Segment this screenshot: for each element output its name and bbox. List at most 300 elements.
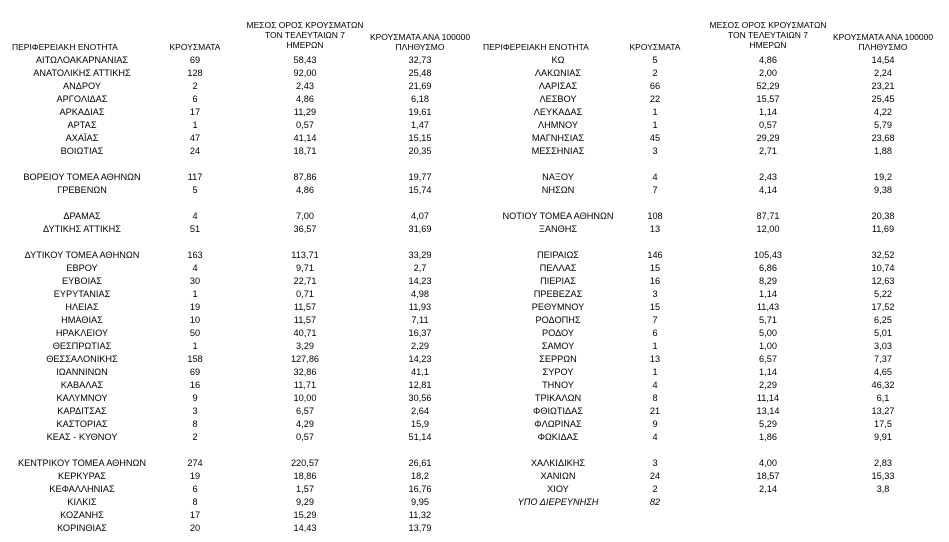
per-100k-cell: 1,88 — [874, 146, 892, 156]
cases-cell: 7 — [652, 185, 658, 195]
header-region-right: ΠΕΡΙΦΕΡΕΙΑΚΗ ΕΝΟΤΗΤΑ — [483, 42, 589, 52]
per-100k-cell: 19,77 — [408, 172, 432, 182]
table-row — [0, 379, 949, 392]
region-name-cell: ΤΡΙΚΑΛΩΝ — [534, 393, 582, 403]
cases-cell: 6 — [192, 94, 198, 104]
per-100k-cell: 23,21 — [871, 81, 895, 91]
seven-day-average-cell: 0,57 — [759, 120, 777, 130]
cases-cell: 17 — [189, 510, 201, 520]
per-100k-cell: 17,5 — [874, 419, 892, 429]
cases-cell: 16 — [189, 380, 201, 390]
seven-day-average-cell: 15,29 — [293, 510, 317, 520]
region-name-cell: ΚΟΡΙΝΘΙΑΣ — [57, 523, 107, 533]
region-name-cell: ΑΧΑΪΑΣ — [65, 133, 99, 143]
seven-day-average-cell: 113,71 — [291, 250, 319, 260]
region-name-cell: ΑΡΓΟΛΙΔΑΣ — [56, 94, 108, 104]
cases-cell: 8 — [192, 497, 198, 507]
region-name-cell: ΛΑΡΙΣΑΣ — [538, 81, 578, 91]
header-cases-left: ΚΡΟΥΣΜΑΤΑ — [169, 42, 221, 52]
seven-day-average-cell: 4,86 — [759, 55, 777, 65]
seven-day-average-cell: 4,86 — [296, 94, 314, 104]
header-avg-right — [703, 20, 833, 50]
header-cases-right: ΚΡΟΥΣΜΑΤΑ — [629, 42, 681, 52]
cases-cell: 50 — [189, 328, 201, 338]
cases-cell: 3 — [652, 289, 658, 299]
seven-day-average-cell: 10,00 — [293, 393, 317, 403]
region-name-cell: ΦΘΙΩΤΙΔΑΣ — [532, 406, 583, 416]
region-name-cell: ΛΗΜΝΟΥ — [537, 120, 579, 130]
cases-cell: 108 — [647, 211, 663, 221]
seven-day-average-cell: 36,57 — [293, 224, 317, 234]
cases-cell: 2 — [192, 432, 198, 442]
seven-day-average-cell: 4,29 — [296, 419, 314, 429]
per-100k-cell: 9,91 — [874, 432, 892, 442]
cases-cell: 163 — [187, 250, 203, 260]
table-row — [0, 197, 949, 210]
per-100k-cell: 20,38 — [871, 211, 895, 221]
cases-cell: 17 — [189, 107, 201, 117]
cases-cell: 24 — [649, 471, 661, 481]
seven-day-average-cell: 1,57 — [296, 484, 314, 494]
table-row — [0, 93, 949, 106]
cases-cell: 4 — [192, 263, 198, 273]
region-name-cell: ΚΑΒΑΛΑΣ — [60, 380, 104, 390]
per-100k-cell: 15,15 — [408, 133, 432, 143]
per-100k-cell: 2,7 — [413, 263, 427, 273]
per-100k-cell: 7,11 — [411, 315, 429, 325]
cases-cell: 30 — [189, 276, 201, 286]
table-row — [0, 509, 949, 522]
table-row — [0, 301, 949, 314]
per-100k-cell: 30,56 — [408, 393, 432, 403]
header-per100k-left — [365, 32, 475, 52]
region-name-cell: ΠΡΕΒΕΖΑΣ — [533, 289, 583, 299]
seven-day-average-cell: 1,14 — [759, 367, 777, 377]
per-100k-cell: 41,1 — [411, 367, 429, 377]
cases-cell: 8 — [192, 419, 198, 429]
per-100k-cell: 21,69 — [408, 81, 432, 91]
seven-day-average-cell: 11,29 — [293, 107, 317, 117]
header-per100k-line2: ΠΛΗΘΥΣΜΟ — [858, 42, 908, 52]
per-100k-cell: 16,37 — [408, 328, 432, 338]
table-row — [0, 392, 949, 405]
seven-day-average-cell: 87,71 — [756, 211, 780, 221]
cases-cell: 3 — [652, 146, 658, 156]
cases-cell: 19 — [189, 302, 201, 312]
cases-cell: 66 — [649, 81, 661, 91]
per-100k-cell: 11,32 — [408, 510, 432, 520]
region-name-cell: ΗΜΑΘΙΑΣ — [61, 315, 103, 325]
region-name-cell: ΚΕΝΤΡΙΚΟΥ ΤΟΜΕΑ ΑΘΗΝΩΝ — [17, 458, 147, 468]
per-100k-cell: 14,23 — [408, 276, 432, 286]
region-name-cell: ΕΥΒΟΙΑΣ — [62, 276, 102, 286]
region-name-cell: ΜΑΓΝΗΣΙΑΣ — [531, 133, 585, 143]
header-region-left: ΠΕΡΙΦΕΡΕΙΑΚΗ ΕΝΟΤΗΤΑ — [12, 42, 118, 52]
cases-cell: 1 — [192, 341, 198, 351]
seven-day-average-cell: 32,86 — [293, 367, 317, 377]
per-100k-cell: 32,52 — [871, 250, 895, 260]
cases-cell: 2 — [652, 68, 658, 78]
per-100k-cell: 25,48 — [408, 68, 432, 78]
header-avg-left — [240, 20, 370, 50]
per-100k-cell: 11,93 — [408, 302, 432, 312]
region-name-cell: ΜΕΣΣΗΝΙΑΣ — [531, 146, 585, 156]
seven-day-average-cell: 0,71 — [296, 289, 314, 299]
cases-cell: 69 — [189, 55, 201, 65]
per-100k-cell: 26,61 — [408, 458, 432, 468]
per-100k-cell: 16,76 — [408, 484, 432, 494]
table-row — [0, 470, 949, 483]
seven-day-average-cell: 14,43 — [293, 523, 317, 533]
cases-cell: 6 — [652, 328, 658, 338]
seven-day-average-cell: 11,71 — [293, 380, 317, 390]
region-name-cell: ΠΕΛΛΑΣ — [539, 263, 577, 273]
seven-day-average-cell: 6,86 — [759, 263, 777, 273]
region-name-cell: ΝΑΞΟΥ — [542, 172, 574, 182]
seven-day-average-cell: 5,00 — [759, 328, 777, 338]
seven-day-average-cell: 18,71 — [293, 146, 317, 156]
per-100k-cell: 4,98 — [411, 289, 429, 299]
table-row — [0, 405, 949, 418]
seven-day-average-cell: 18,86 — [293, 471, 317, 481]
cases-cell: 5 — [652, 55, 658, 65]
header-avg-line2: ΤΟΝ ΤΕΛΕΥΤΑΙΩΝ 7 — [264, 30, 346, 40]
table-row — [0, 236, 949, 249]
seven-day-average-cell: 41,14 — [293, 133, 317, 143]
table-row — [0, 496, 949, 509]
per-100k-cell: 11,69 — [871, 224, 895, 234]
header-avg-line1: ΜΕΣΟΣ ΟΡΟΣ ΚΡΟΥΣΜΑΤΩΝ — [709, 20, 827, 30]
region-name-cell: ΦΩΚΙΔΑΣ — [537, 432, 579, 442]
region-name-cell: ΧΑΝΙΩΝ — [540, 471, 576, 481]
per-100k-cell: 4,22 — [874, 107, 892, 117]
seven-day-average-cell: 92,00 — [293, 68, 317, 78]
seven-day-average-cell: 105,43 — [753, 250, 783, 260]
seven-day-average-cell: 4,00 — [759, 458, 777, 468]
per-100k-cell: 33,29 — [408, 250, 432, 260]
seven-day-average-cell: 6,57 — [296, 406, 314, 416]
table-row — [0, 431, 949, 444]
per-100k-cell: 13,27 — [871, 406, 895, 416]
cases-cell: 6 — [192, 484, 198, 494]
region-name-cell: ΝΟΤΙΟΥ ΤΟΜΕΑ ΑΘΗΝΩΝ — [502, 211, 614, 221]
header-avg-line2: ΤΟΝ ΤΕΛΕΥΤΑΙΩΝ 7 — [727, 30, 809, 40]
per-100k-cell: 25,45 — [871, 94, 895, 104]
cases-cell: 4 — [652, 172, 658, 182]
region-name-cell: ΣΑΜΟΥ — [541, 341, 575, 351]
per-100k-cell: 18,2 — [411, 471, 429, 481]
table-row — [0, 67, 949, 80]
cases-cell: 1 — [192, 120, 198, 130]
region-name-cell: ΤΗΝΟΥ — [542, 380, 574, 390]
region-name-cell: ΚΑΡΔΙΤΣΑΣ — [57, 406, 107, 416]
seven-day-average-cell: 220,57 — [290, 458, 320, 468]
region-name-cell: ΔΥΤΙΚΟΥ ΤΟΜΕΑ ΑΘΗΝΩΝ — [24, 250, 140, 260]
region-name-cell: ΚΑΣΤΟΡΙΑΣ — [56, 419, 108, 429]
seven-day-average-cell: 58,43 — [293, 55, 317, 65]
cases-cell: 45 — [649, 133, 661, 143]
region-name-cell: ΙΩΑΝΝΙΝΩΝ — [56, 367, 108, 377]
table-row — [0, 249, 949, 262]
region-name-cell: ΛΕΥΚΑΔΑΣ — [533, 107, 583, 117]
region-name-cell: ΛΕΣΒΟΥ — [539, 94, 577, 104]
cases-cell: 15 — [649, 263, 661, 273]
region-name-cell: ΧΑΛΚΙΔΙΚΗΣ — [530, 458, 586, 468]
table-row — [0, 366, 949, 379]
seven-day-average-cell: 5,71 — [759, 315, 777, 325]
seven-day-average-cell: 4,14 — [759, 185, 777, 195]
per-100k-cell: 15,33 — [871, 471, 895, 481]
region-name-cell: ΑΙΤΩΛΟΑΚΑΡΝΑΝΙΑΣ — [35, 55, 129, 65]
per-100k-cell: 6,25 — [874, 315, 892, 325]
per-100k-cell: 12,81 — [408, 380, 432, 390]
table-row — [0, 522, 949, 535]
cases-cell: 3 — [652, 458, 658, 468]
seven-day-average-cell: 127,86 — [290, 354, 320, 364]
region-name-cell: ΝΗΣΩΝ — [541, 185, 575, 195]
per-100k-cell: 5,22 — [874, 289, 892, 299]
cases-cell: 1 — [652, 341, 658, 351]
region-name-cell: ΛΑΚΩΝΙΑΣ — [534, 68, 582, 78]
region-name-cell: ΠΙΕΡΙΑΣ — [540, 276, 576, 286]
cases-cell: 24 — [189, 146, 201, 156]
seven-day-average-cell: 0,57 — [296, 432, 314, 442]
cases-cell: 1 — [192, 289, 198, 299]
cases-cell: 2 — [192, 81, 198, 91]
per-100k-cell: 51,14 — [408, 432, 432, 442]
per-100k-cell: 4,07 — [411, 211, 429, 221]
cases-cell: 9 — [652, 419, 658, 429]
cases-cell: 9 — [192, 393, 198, 403]
seven-day-average-cell: 9,71 — [296, 263, 314, 273]
cases-cell: 274 — [187, 458, 203, 468]
cases-cell: 4 — [652, 380, 658, 390]
seven-day-average-cell: 22,71 — [293, 276, 317, 286]
region-name-cell: ΠΕΙΡΑΙΩΣ — [537, 250, 579, 260]
seven-day-average-cell: 8,29 — [759, 276, 777, 286]
region-name-cell: ΡΕΘΥΜΝΟΥ — [531, 302, 585, 312]
cases-cell: 128 — [187, 68, 203, 78]
table-row — [0, 184, 949, 197]
per-100k-cell: 9,38 — [874, 185, 892, 195]
cases-cell: 15 — [649, 302, 661, 312]
table-row — [0, 275, 949, 288]
region-name-cell: ΑΡΚΑΔΙΑΣ — [59, 107, 105, 117]
table-row — [0, 353, 949, 366]
region-name-cell: ΕΥΡΥΤΑΝΙΑΣ — [53, 289, 111, 299]
region-name-cell: ΑΝΑΤΟΛΙΚΗΣ ΑΤΤΙΚΗΣ — [33, 68, 131, 78]
cases-cell: 13 — [649, 224, 661, 234]
cases-cell: 16 — [649, 276, 661, 286]
table-row — [0, 223, 949, 236]
per-100k-cell: 3,8 — [876, 484, 890, 494]
cases-cell: 1 — [652, 107, 658, 117]
region-name-cell: ΘΕΣΠΡΩΤΙΑΣ — [52, 341, 112, 351]
header-avg-line3: ΗΜΕΡΩΝ — [286, 40, 324, 50]
cases-cell: 69 — [189, 367, 201, 377]
table-row — [0, 106, 949, 119]
region-name-cell: ΔΡΑΜΑΣ — [63, 211, 101, 221]
header-avg-line3: ΗΜΕΡΩΝ — [749, 40, 787, 50]
cases-cell: 20 — [189, 523, 201, 533]
region-name-cell: ΑΡΤΑΣ — [67, 120, 97, 130]
seven-day-average-cell: 2,00 — [759, 68, 777, 78]
region-name-cell: ΕΒΡΟΥ — [66, 263, 98, 273]
table-row — [0, 132, 949, 145]
header-avg-line1: ΜΕΣΟΣ ΟΡΟΣ ΚΡΟΥΣΜΑΤΩΝ — [246, 20, 364, 30]
seven-day-average-cell: 6,57 — [759, 354, 777, 364]
seven-day-average-cell: 13,14 — [756, 406, 780, 416]
region-name-cell: ΚΕΦΑΛΛΗΝΙΑΣ — [49, 484, 115, 494]
table-row — [0, 288, 949, 301]
seven-day-average-cell: 1,14 — [759, 289, 777, 299]
seven-day-average-cell: 11,57 — [293, 315, 317, 325]
per-100k-cell: 12,63 — [871, 276, 895, 286]
cases-cell: 51 — [189, 224, 201, 234]
cases-cell: 22 — [649, 94, 661, 104]
per-100k-cell: 14,23 — [408, 354, 432, 364]
cases-cell: 3 — [192, 406, 198, 416]
seven-day-average-cell: 40,71 — [293, 328, 317, 338]
cases-cell: 10 — [189, 315, 201, 325]
per-100k-cell: 2,29 — [411, 341, 429, 351]
region-name-cell: ΡΟΔΟΠΗΣ — [535, 315, 581, 325]
per-100k-cell: 5,01 — [874, 328, 892, 338]
region-name-cell: ΒΟΙΩΤΙΑΣ — [60, 146, 104, 156]
per-100k-cell: 1,47 — [411, 120, 429, 130]
cases-cell: 146 — [647, 250, 663, 260]
per-100k-cell: 31,69 — [408, 224, 432, 234]
per-100k-cell: 19,2 — [874, 172, 892, 182]
seven-day-average-cell: 2,29 — [759, 380, 777, 390]
seven-day-average-cell: 5,29 — [759, 419, 777, 429]
region-name-cell: ΚΩ — [551, 55, 565, 65]
region-name-cell: ΚΑΛΥΜΝΟΥ — [56, 393, 108, 403]
seven-day-average-cell: 2,71 — [759, 146, 777, 156]
seven-day-average-cell: 7,00 — [296, 211, 314, 221]
region-name-cell: ΣΥΡΟΥ — [542, 367, 574, 377]
seven-day-average-cell: 2,14 — [759, 484, 777, 494]
cases-cell: 8 — [652, 393, 658, 403]
per-100k-cell: 20,35 — [408, 146, 432, 156]
seven-day-average-cell: 4,86 — [296, 185, 314, 195]
per-100k-cell: 4,65 — [874, 367, 892, 377]
seven-day-average-cell: 15,57 — [756, 94, 780, 104]
region-name-cell: ΓΡΕΒΕΝΩΝ — [57, 185, 107, 195]
region-name-cell: ΘΕΣΣΑΛΟΝΙΚΗΣ — [46, 354, 118, 364]
per-100k-cell: 7,37 — [874, 354, 892, 364]
seven-day-average-cell: 87,86 — [293, 172, 317, 182]
seven-day-average-cell: 29,29 — [756, 133, 780, 143]
header-per100k-line1: ΚΡΟΥΣΜΑΤΑ ΑΝΑ 100000 — [832, 32, 934, 42]
table-row — [0, 327, 949, 340]
table-row — [0, 119, 949, 132]
table-row — [0, 145, 949, 158]
table-row — [0, 340, 949, 353]
table-row — [0, 171, 949, 184]
cases-cell: 117 — [187, 172, 203, 182]
region-name-cell: ΡΟΔΟΥ — [541, 328, 574, 338]
seven-day-average-cell: 2,43 — [759, 172, 777, 182]
per-100k-cell: 14,54 — [871, 55, 895, 65]
per-100k-cell: 46,32 — [871, 380, 895, 390]
table-row — [0, 80, 949, 93]
region-name-cell: ΣΕΡΡΩΝ — [539, 354, 577, 364]
cases-cell: 158 — [187, 354, 203, 364]
cases-cell: 7 — [652, 315, 658, 325]
region-name-cell: ΚΙΛΚΙΣ — [67, 497, 97, 507]
table-row — [0, 457, 949, 470]
table-row — [0, 54, 949, 67]
table-row — [0, 262, 949, 275]
seven-day-average-cell: 11,57 — [293, 302, 317, 312]
cases-cell: 19 — [189, 471, 201, 481]
per-100k-cell: 6,1 — [876, 393, 890, 403]
region-name-cell: ΥΠΟ ΔΙΕΡΕΥΝΗΣΗ — [517, 497, 599, 507]
seven-day-average-cell: 3,29 — [296, 341, 314, 351]
cases-cell: 4 — [652, 432, 658, 442]
per-100k-cell: 32,73 — [408, 55, 432, 65]
cases-cell: 4 — [192, 211, 198, 221]
cases-cell: 13 — [649, 354, 661, 364]
cases-cell: 82 — [649, 497, 661, 507]
seven-day-average-cell: 12,00 — [756, 224, 780, 234]
seven-day-average-cell: 0,57 — [296, 120, 314, 130]
per-100k-cell: 6,18 — [411, 94, 429, 104]
table-row — [0, 210, 949, 223]
per-100k-cell: 9,95 — [411, 497, 429, 507]
per-100k-cell: 2,24 — [874, 68, 892, 78]
cases-cell: 47 — [189, 133, 201, 143]
per-100k-cell: 13,79 — [408, 523, 432, 533]
per-100k-cell: 2,64 — [411, 406, 429, 416]
region-name-cell: ΚΕΑΣ - ΚΥΘΝΟΥ — [46, 432, 118, 442]
region-name-cell: ΦΛΩΡΙΝΑΣ — [534, 419, 582, 429]
cases-cell: 2 — [652, 484, 658, 494]
table-row — [0, 314, 949, 327]
per-100k-cell: 19,61 — [408, 107, 432, 117]
seven-day-average-cell: 1,00 — [759, 341, 777, 351]
region-name-cell: ΞΑΝΘΗΣ — [538, 224, 578, 234]
per-100k-cell: 15,9 — [411, 419, 429, 429]
seven-day-average-cell: 9,29 — [296, 497, 314, 507]
table-row — [0, 158, 949, 171]
seven-day-average-cell: 52,29 — [756, 81, 780, 91]
header-per100k-line2: ΠΛΗΘΥΣΜΟ — [395, 42, 445, 52]
header-per100k-line1: ΚΡΟΥΣΜΑΤΑ ΑΝΑ 100000 — [369, 32, 471, 42]
seven-day-average-cell: 2,43 — [296, 81, 314, 91]
per-100k-cell: 17,52 — [871, 302, 895, 312]
per-100k-cell: 10,74 — [871, 263, 895, 273]
table-row — [0, 444, 949, 457]
seven-day-average-cell: 11,14 — [756, 393, 780, 403]
region-name-cell: ΚΟΖΑΝΗΣ — [60, 510, 104, 520]
header-per100k-right — [828, 32, 938, 52]
per-100k-cell: 23,68 — [871, 133, 895, 143]
region-name-cell: ΗΛΕΙΑΣ — [65, 302, 99, 312]
cases-cell: 5 — [192, 185, 198, 195]
table-row — [0, 483, 949, 496]
seven-day-average-cell: 1,86 — [759, 432, 777, 442]
per-100k-cell: 2,83 — [874, 458, 892, 468]
region-name-cell: ΒΟΡΕΙΟΥ ΤΟΜΕΑ ΑΘΗΝΩΝ — [23, 172, 141, 182]
region-name-cell: ΧΙΟΥ — [547, 484, 569, 494]
region-name-cell: ΗΡΑΚΛΕΙΟΥ — [55, 328, 109, 338]
cases-cell: 1 — [652, 120, 658, 130]
seven-day-average-cell: 18,57 — [756, 471, 780, 481]
seven-day-average-cell: 11,43 — [756, 302, 780, 312]
seven-day-average-cell: 1,14 — [759, 107, 777, 117]
